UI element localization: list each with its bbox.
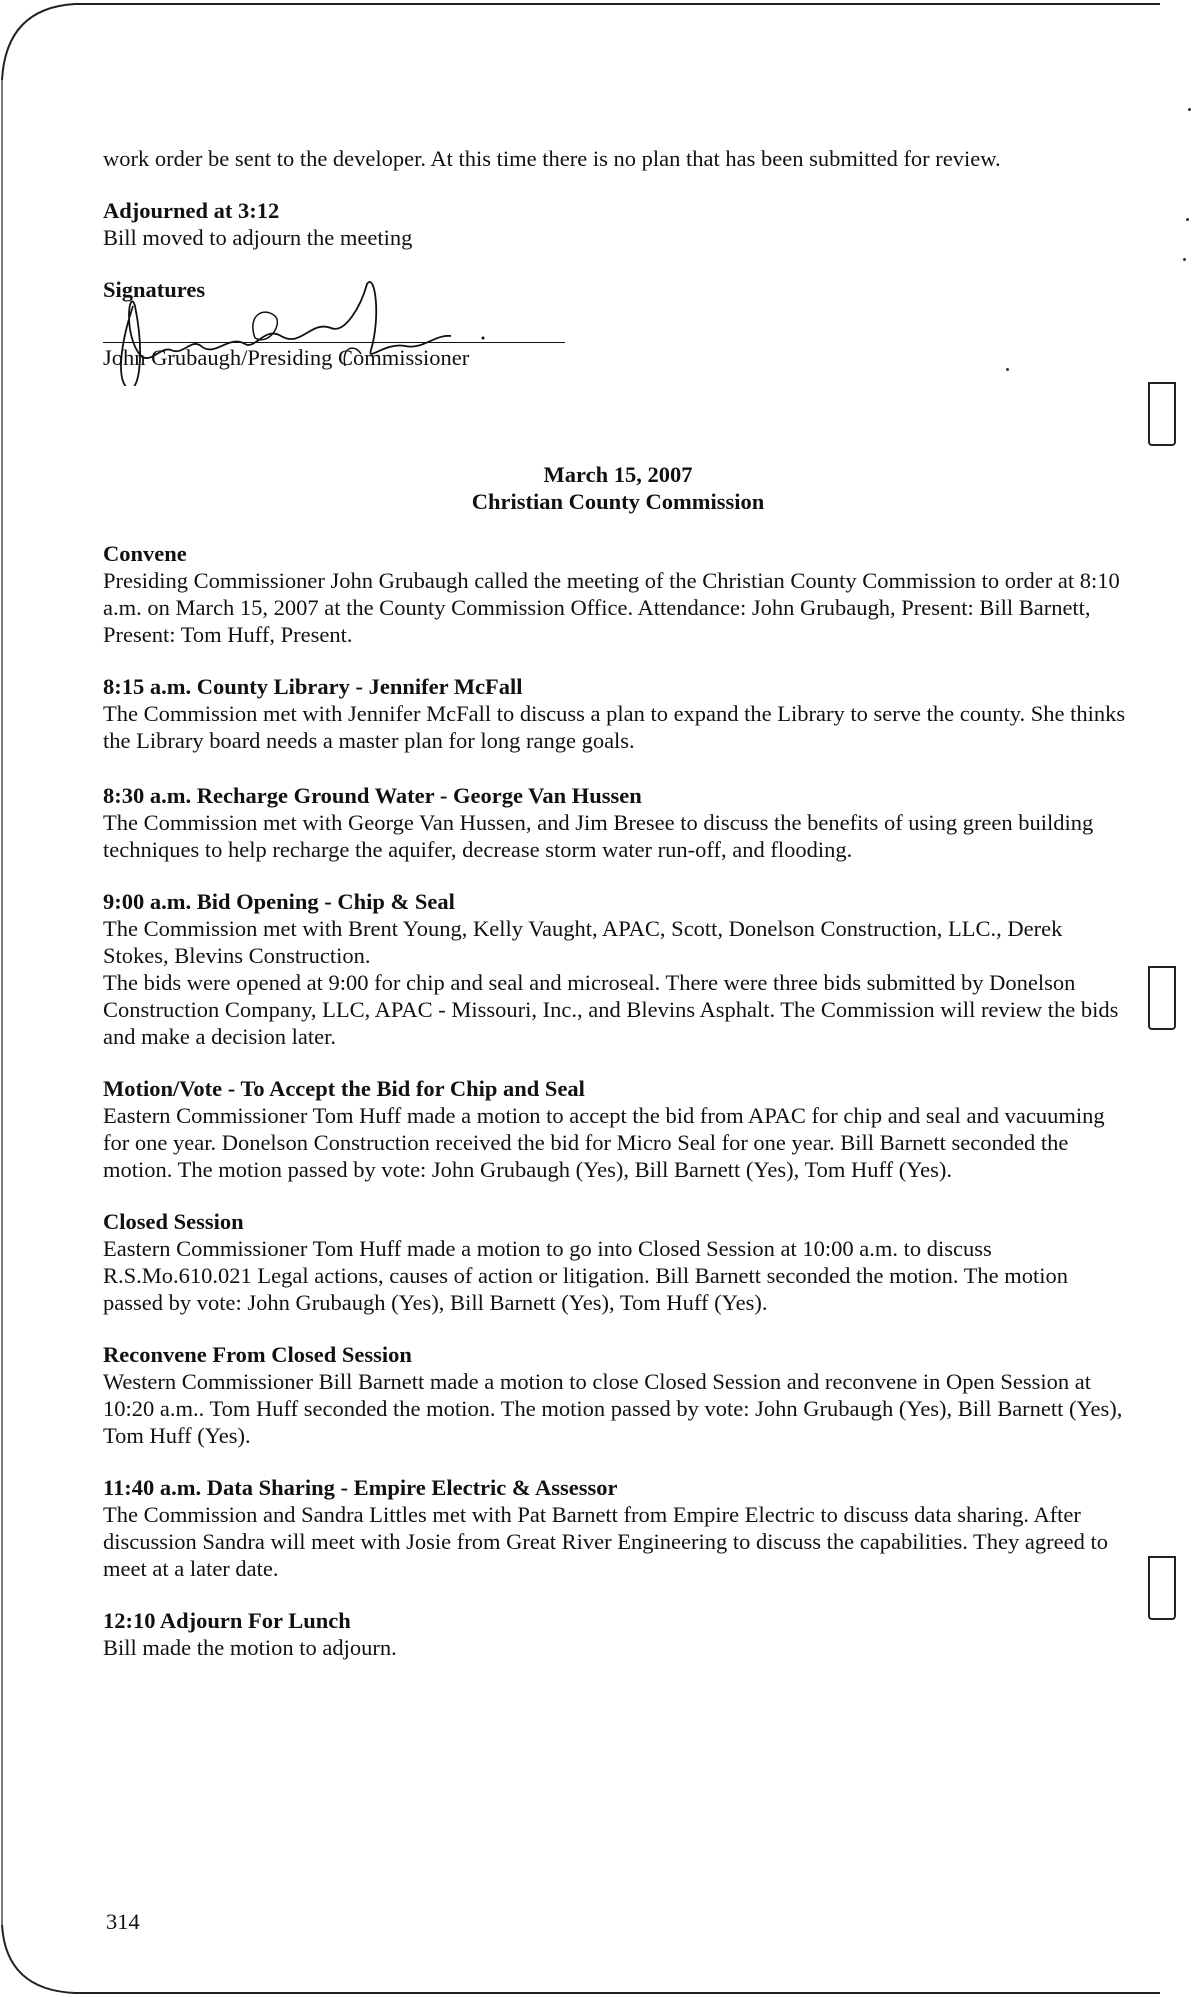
section-heading: Closed Session bbox=[103, 1209, 244, 1234]
signatory-name: John Grubaugh/Presiding Commissioner bbox=[103, 345, 470, 370]
section-heading: 11:40 a.m. Data Sharing - Empire Electric & Assessor bbox=[103, 1475, 618, 1500]
intro-line: work order be sent to the developer. At this time there is no plan that has been submitted for review. bbox=[103, 146, 1001, 171]
meeting-date: March 15, 2007 bbox=[543, 462, 693, 487]
section-text: Eastern Commissioner Tom Huff made a motion to accept the bid from APAC for chip and seal and vacuuming for one year. Donelson Construction received the bid for Micro Seal for one year. Bill Barnett seconded the motion. The motion passed by vote: John Grubaugh (Yes), Bill Barnett (Yes), Tom Huff (Yes). bbox=[103, 1103, 1105, 1182]
section-heading: 8:15 a.m. County Library - Jennifer McFall bbox=[103, 674, 523, 699]
signature-block bbox=[103, 276, 1133, 386]
section-bid-opening bbox=[103, 888, 1133, 1050]
section-text: The Commission met with George Van Hussen, and Jim Bresee to discuss the benefits of using green building techniques to help recharge the aquifer, decrease storm water run-off, and flooding. bbox=[103, 810, 1094, 862]
scan-speck bbox=[1186, 218, 1189, 221]
adjourned-text: Bill moved to adjourn the meeting bbox=[103, 225, 413, 250]
section-text: Presiding Commissioner John Grubaugh called the meeting of the Christian County Commission to order at 8:10 a.m. on March 15, 2007 at the County Commission Office. Attendance: John Grubaugh, Present: Bill Barnett, Present: Tom Huff, Present. bbox=[103, 568, 1120, 647]
section-text: Bill made the motion to adjourn. bbox=[103, 1635, 397, 1660]
adjourned-heading: Adjourned at 3:12 bbox=[103, 198, 280, 223]
section-convene bbox=[103, 540, 1133, 648]
document-body bbox=[103, 145, 1133, 1686]
meeting-body: Christian County Commission bbox=[471, 489, 765, 514]
section-text: Western Commissioner Bill Barnett made a motion to close Closed Session and reconvene in Open Session at 10:20 a.m.. Tom Huff seconded the motion. The motion passed by vote: John Grubaugh (Yes), Bill Barnett (Yes), Tom Huff (Yes). bbox=[103, 1369, 1123, 1448]
section-adjourn-lunch bbox=[103, 1607, 1133, 1661]
binder-ring-mark-2 bbox=[1148, 966, 1176, 1030]
section-heading: 9:00 a.m. Bid Opening - Chip & Seal bbox=[103, 889, 455, 914]
section-text: The Commission and Sandra Littles met with Pat Barnett from Empire Electric to discuss data sharing. After discussion Sandra will meet with Josie from Great River Engineering to discuss the capabilities. They agreed to meet at a later date. bbox=[103, 1502, 1108, 1581]
section-closed-session bbox=[103, 1208, 1133, 1316]
page-number: 314 bbox=[106, 1909, 140, 1934]
scan-speck bbox=[1188, 108, 1191, 111]
section-text-2: The bids were opened at 9:00 for chip and seal and microseal. There were three bids submitted by Donelson Construction Company, LLC, APAC - Missouri, Inc., and Blevins Asphalt. The Commission will review the bids and make a decision later. bbox=[103, 970, 1119, 1049]
section-county-library bbox=[103, 673, 1133, 754]
section-motion-vote bbox=[103, 1075, 1133, 1183]
section-text: Eastern Commissioner Tom Huff made a motion to go into Closed Session at 10:00 a.m. to discuss R.S.Mo.610.021 Legal actions, causes of action or litigation. Bill Barnett seconded the motion. The motion passed by vote: John Grubaugh (Yes), Bill Barnett (Yes), Tom Huff (Yes). bbox=[103, 1236, 1069, 1315]
binder-ring-mark-3 bbox=[1148, 1556, 1176, 1620]
section-text: The Commission met with Jennifer McFall to discuss a plan to expand the Library to serve the county. She thinks the Library board needs a master plan for long range goals. bbox=[103, 701, 1126, 753]
section-reconvene bbox=[103, 1341, 1133, 1449]
section-heading: Motion/Vote - To Accept the Bid for Chip and Seal bbox=[103, 1076, 585, 1101]
section-heading: Convene bbox=[103, 541, 187, 566]
signature-line bbox=[103, 342, 565, 343]
section-text: The Commission met with Brent Young, Kelly Vaught, APAC, Scott, Donelson Construction, LLC., Derek Stokes, Blevins Construction. bbox=[103, 916, 1063, 968]
section-data-sharing bbox=[103, 1474, 1133, 1582]
signatures-heading: Signatures bbox=[103, 277, 206, 302]
scan-speck bbox=[1183, 258, 1186, 261]
section-recharge-ground-water bbox=[103, 782, 1133, 863]
section-heading: 12:10 Adjourn For Lunch bbox=[103, 1608, 351, 1633]
section-heading: 8:30 a.m. Recharge Ground Water - George Van Hussen bbox=[103, 783, 642, 808]
section-heading: Reconvene From Closed Session bbox=[103, 1342, 412, 1367]
binder-ring-mark-1 bbox=[1148, 382, 1176, 446]
